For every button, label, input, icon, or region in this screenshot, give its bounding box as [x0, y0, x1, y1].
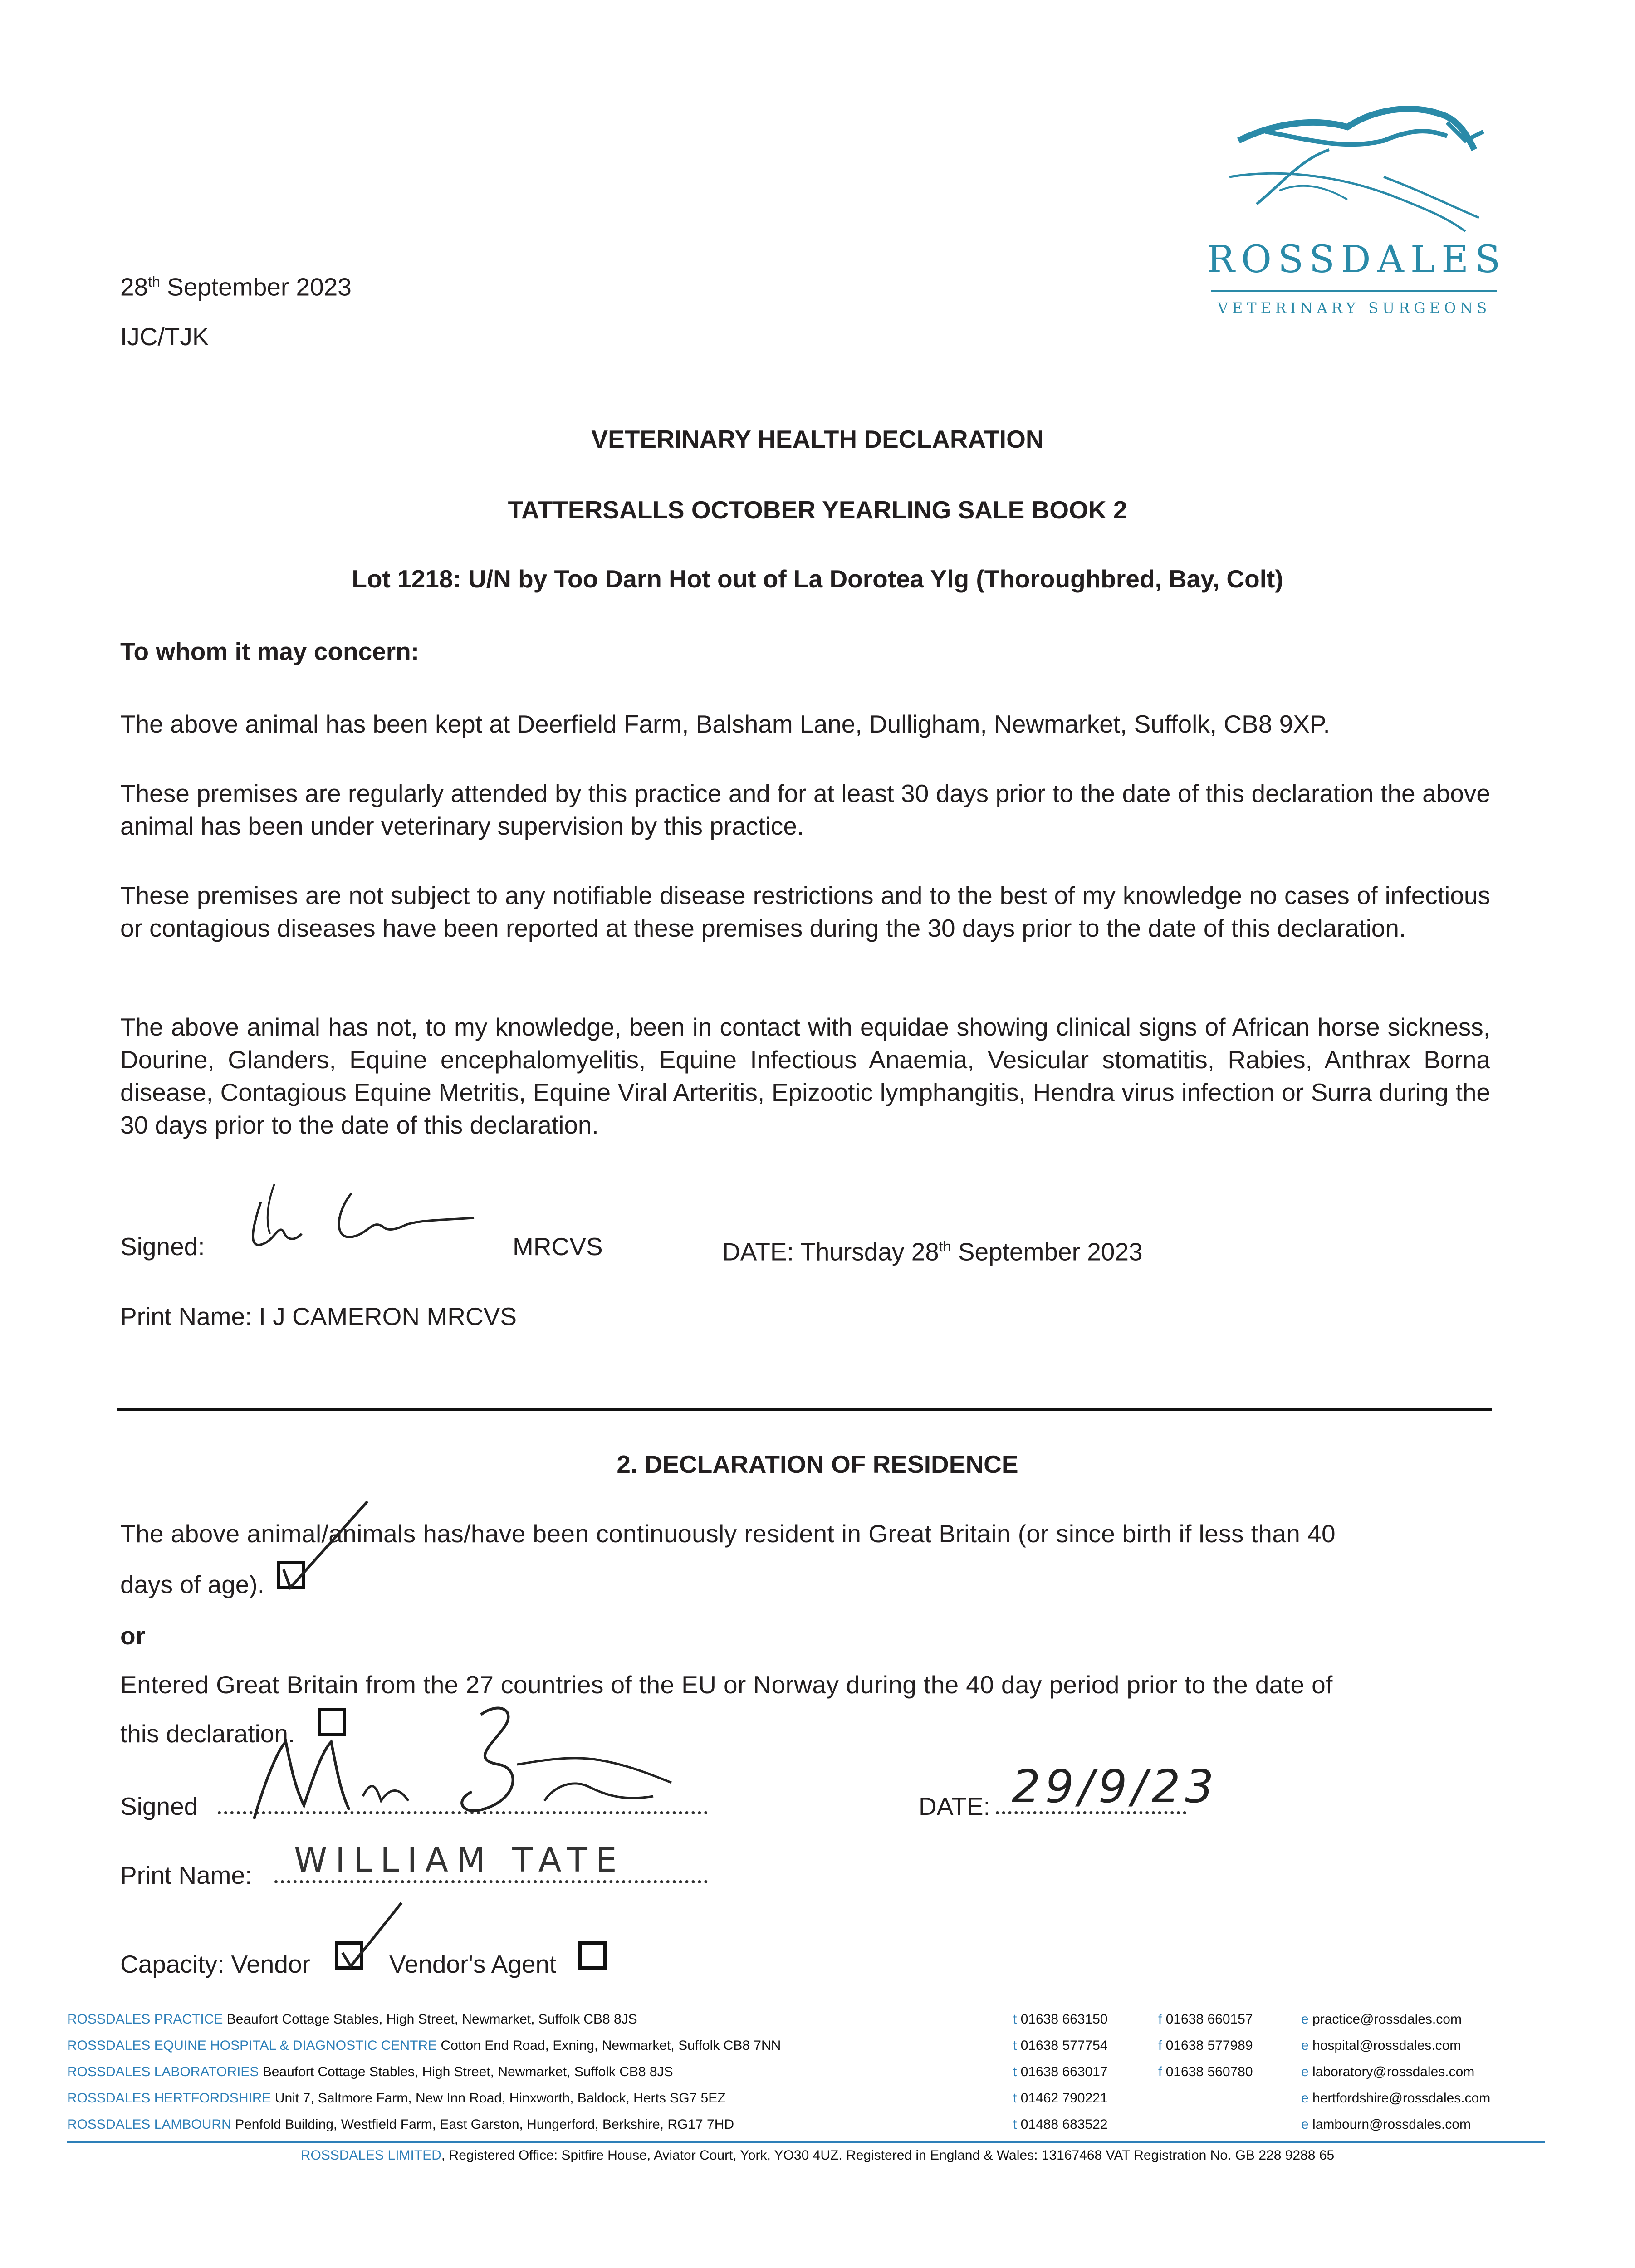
letter-date: 28th September 2023 [120, 273, 352, 301]
footer-fax: f 01638 560780 [1158, 2064, 1253, 2079]
footer-row [67, 2116, 734, 2134]
footer-fax: f 01638 577989 [1158, 2038, 1253, 2053]
vendor-date-label: DATE: [919, 1792, 990, 1820]
footer-email[interactable]: e lambourn@rossdales.com [1301, 2117, 1471, 2132]
logo-divider [1211, 290, 1497, 292]
rossdales-logo [1207, 100, 1507, 336]
footer-row [67, 2089, 726, 2107]
footer-email[interactable]: e practice@rossdales.com [1301, 2012, 1462, 2027]
footer-rule [67, 2141, 1545, 2143]
footer-email[interactable]: e hertfordshire@rossdales.com [1301, 2091, 1491, 2106]
paragraph-contact: The above animal has not, to my knowledge, been in contact with equidae showing clinical signs of African horse sickness, Dourine, Glanders, Equine encephalomyelitis, Equine Infectious Anaemia, Vesicular stomatitis, Rabies, Anthrax Borna disease, Contagious Equine Metritis, Equine Viral Arteritis, Epizootic lymphangitis, Hendra virus infection or Surra during the 30 days prior to the date of this declaration. [120, 1013, 1490, 1139]
vet-print-name: Print Name: I J CAMERON MRCVS [120, 1302, 517, 1330]
vet-qualification: MRCVS [513, 1232, 603, 1261]
horse-icon [1211, 100, 1493, 245]
residence-option2-line1: Entered Great Britain from the 27 countries of the EU or Norway during the 40 day period prior to the date of [120, 1671, 1333, 1699]
vendor-print-name-label: Print Name: [120, 1861, 252, 1889]
footer-address: Penfold Building, Westfield Farm, East Garston, Hungerford, Berkshire, RG17 7HD [235, 2117, 734, 2132]
vendor-signature [227, 1696, 699, 1833]
footer-org: ROSSDALES LAMBOURN [67, 2117, 231, 2132]
vendor-signed-label: Signed [120, 1792, 198, 1820]
lot-title: Lot 1218: U/N by Too Darn Hot out of La Dorotea Ylg (Thoroughbred, Bay, Colt) [352, 565, 1283, 593]
section-divider [117, 1408, 1492, 1411]
footer-email[interactable]: e hospital@rossdales.com [1301, 2038, 1461, 2053]
vet-date: DATE: Thursday 28th September 2023 [722, 1237, 1143, 1266]
footer-phone: t 01462 790221 [1013, 2091, 1108, 2106]
footer-org: ROSSDALES HERTFORDSHIRE [67, 2091, 271, 2106]
or-label: or [120, 1622, 145, 1650]
registered-text: , Registered Office: Spitfire House, Aviator Court, York, YO30 4UZ. Registered in England & Wales: 13167468 VAT Registration No. GB 228 9288 65 [441, 2148, 1335, 2163]
footer-phone: t 01638 577754 [1013, 2038, 1108, 2053]
footer-contacts [67, 2010, 1537, 2142]
footer-phone: t 01488 683522 [1013, 2117, 1108, 2132]
footer-address: Unit 7, Saltmore Farm, New Inn Road, Hinxworth, Baldock, Herts SG7 5EZ [274, 2091, 726, 2106]
vendor-print-name-value: WILLIAM TATE [294, 1841, 625, 1880]
document-title: VETERINARY HEALTH DECLARATION [591, 425, 1044, 453]
residence-option1-line1: The above animal/animals has/have been continuously resident in Great Britain (or since birth if less than 40 [120, 1520, 1336, 1548]
residence-option2-line2: this declaration. [120, 1720, 295, 1748]
sale-title: TATTERSALLS OCTOBER YEARLING SALE BOOK 2 [508, 496, 1127, 524]
footer-address: Beaufort Cottage Stables, High Street, Newmarket, Suffolk CB8 8JS [226, 2012, 637, 2027]
footer-phone: t 01638 663017 [1013, 2064, 1108, 2079]
residence-heading: 2. DECLARATION OF RESIDENCE [617, 1450, 1018, 1478]
capacity-label: Capacity: Vendor [120, 1950, 310, 1978]
vendor-date-value: 29/9/23 [1012, 1760, 1219, 1813]
logo-tagline: VETERINARY SURGEONS [1217, 299, 1491, 317]
footer-phone: t 01638 663150 [1013, 2012, 1108, 2027]
residence-option1-line2: days of age). [120, 1570, 264, 1598]
letter-reference: IJC/TJK [120, 323, 209, 351]
vet-signature [247, 1175, 483, 1261]
paragraph-restrictions: These premises are not subject to any notifiable disease restrictions and to the best of my knowledge no cases of infectious or contagious diseases have been reported at these premises during the 30 days prior to the date of this declaration. [120, 881, 1490, 942]
salutation: To whom it may concern: [120, 637, 420, 665]
footer-org: ROSSDALES EQUINE HOSPITAL & DIAGNOSTIC CENTRE [67, 2038, 437, 2053]
footer-row [67, 2010, 637, 2028]
vendor-agent-label: Vendor's Agent [389, 1950, 557, 1978]
footer-address: Cotton End Road, Exning, Newmarket, Suffolk CB8 7NN [441, 2038, 781, 2053]
paragraph-premises: The above animal has been kept at Deerfield Farm, Balsham Lane, Dulligham, Newmarket, Suffolk, CB8 9XP. [120, 710, 1330, 738]
footer-org: ROSSDALES LABORATORIES [67, 2064, 259, 2079]
paragraph-supervision: These premises are regularly attended by this practice and for at least 30 days prior to the date of this declaration the above animal has been under veterinary supervision by this practice. [120, 779, 1490, 840]
footer-org: ROSSDALES PRACTICE [67, 2012, 223, 2027]
registered-org: ROSSDALES LIMITED [300, 2148, 441, 2163]
checkmark-icon [272, 1497, 381, 1597]
footer-row [67, 2063, 673, 2081]
vet-signed-label: Signed: [120, 1232, 205, 1261]
vendor-agent-checkbox[interactable] [578, 1941, 607, 1970]
logo-name: ROSSDALES [1207, 238, 1507, 281]
footer-address: Beaufort Cottage Stables, High Street, Newmarket, Suffolk CB8 8JS [262, 2064, 673, 2079]
footer-registered [0, 2146, 1635, 2165]
footer-email[interactable]: e laboratory@rossdales.com [1301, 2064, 1475, 2079]
footer-fax: f 01638 660157 [1158, 2012, 1253, 2027]
footer-row [67, 2037, 781, 2055]
